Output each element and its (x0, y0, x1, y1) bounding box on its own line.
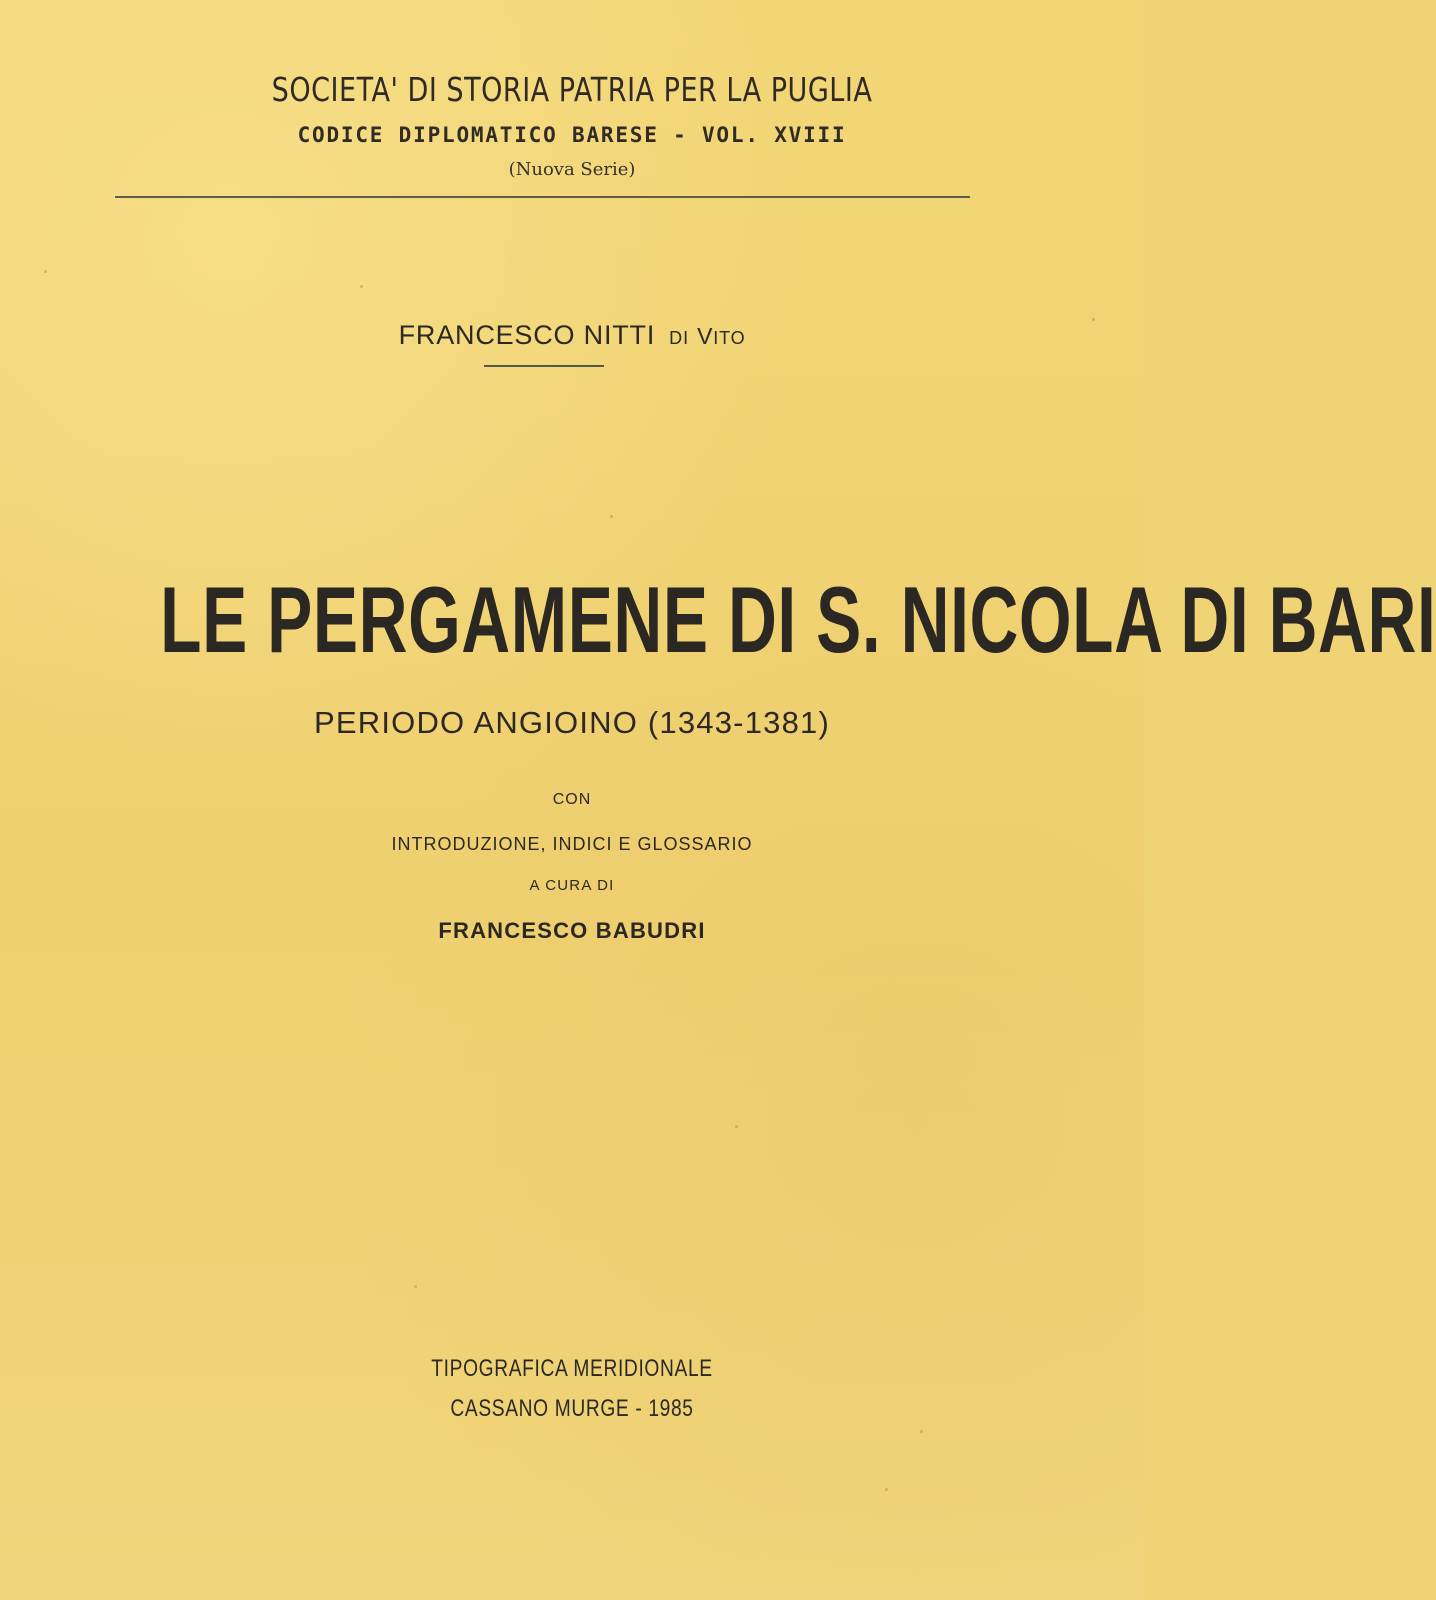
with-label: CON (552, 791, 592, 808)
main-title: LE PERGAMENE DI S. NICOLA DI BARI (160, 567, 1436, 672)
subtitle: PERIODO ANGIOINO (1343-1381) (314, 705, 830, 740)
publisher-place-year: CASSANO MURGE - 1985 (450, 1395, 694, 1422)
author-line (0, 320, 1144, 351)
paper-speck (885, 1488, 888, 1491)
header-divider (115, 196, 970, 198)
edited-by-label: A CURA DI (529, 877, 615, 894)
paper-speck (735, 1125, 738, 1128)
paper-speck (920, 1430, 923, 1433)
author-name: FRANCESCO NITTI (398, 320, 656, 350)
series-heading: CODICE DIPLOMATICO BARESE - VOL. XVIII (297, 123, 847, 147)
paper-speck (414, 1285, 417, 1288)
society-heading: SOCIETA' DI STORIA PATRIA PER LA PUGLIA (271, 70, 873, 109)
new-series-note: (Nuova Serie) (508, 159, 636, 180)
paper-speck (44, 270, 47, 273)
editor-name: FRANCESCO BABUDRI (438, 918, 706, 943)
author-particle: DI (669, 328, 690, 348)
paper-speck (360, 285, 363, 288)
author-suffix-rest: ITO (713, 328, 746, 348)
paper-speck (610, 515, 613, 518)
author-suffix-initial: V (697, 323, 714, 349)
author-underline (484, 365, 604, 367)
publisher-name: TIPOGRAFICA MERIDIONALE (431, 1355, 713, 1382)
contents-line: INTRODUZIONE, INDICI E GLOSSARIO (391, 834, 753, 854)
